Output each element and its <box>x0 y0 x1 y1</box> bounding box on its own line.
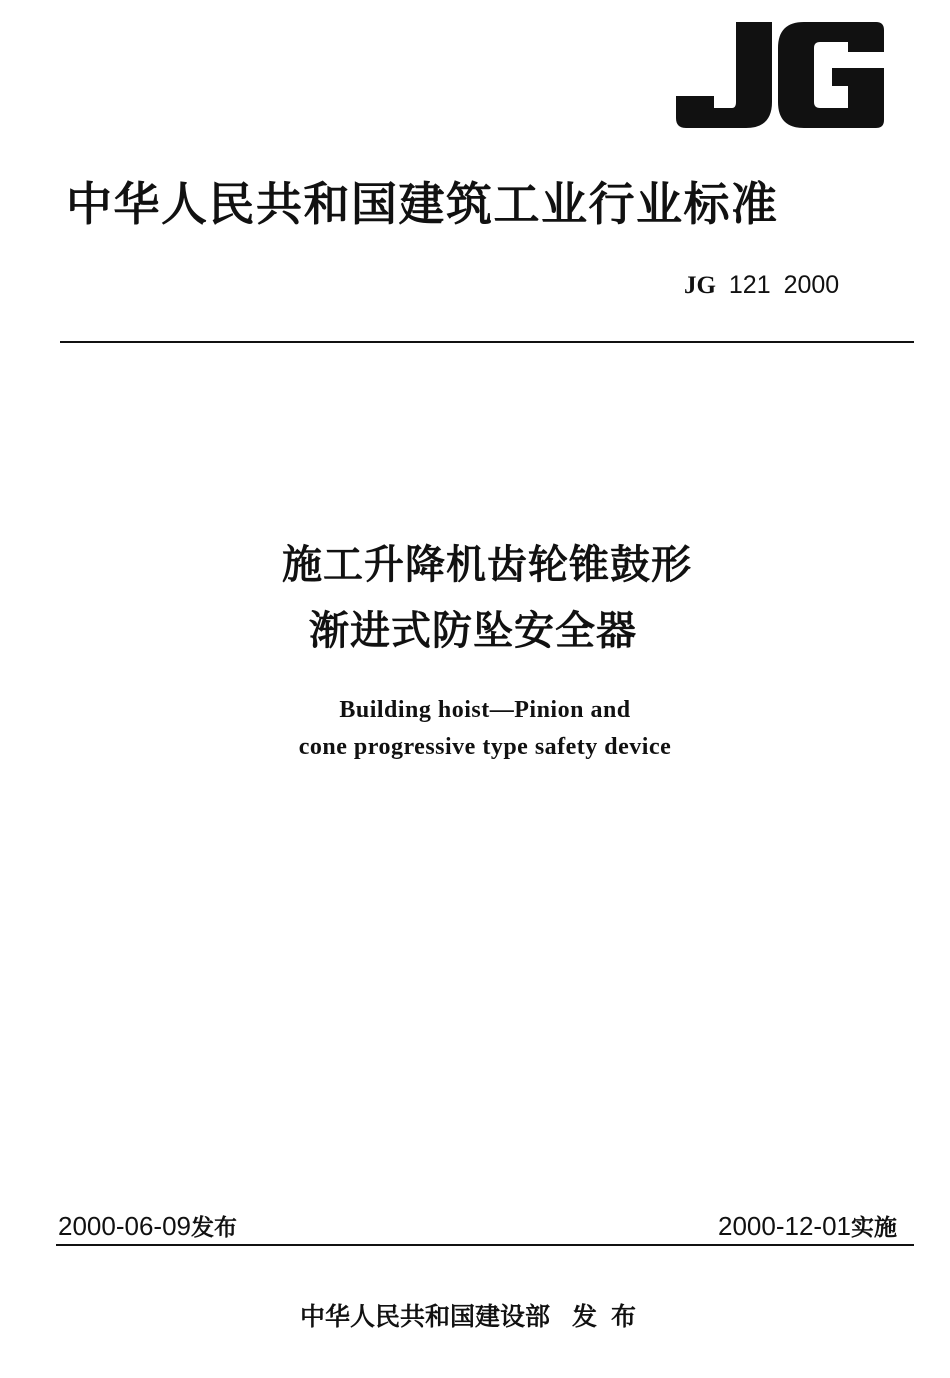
standard-year: 2000 <box>783 271 840 299</box>
footer-divider <box>56 1244 914 1246</box>
jg-logo-mark <box>676 22 884 130</box>
jg-logo <box>676 22 884 130</box>
issue-date-label: 发布 <box>191 1215 237 1241</box>
title-english-line2: cone progressive type safety device <box>298 734 672 760</box>
implementation-date-label: 实施 <box>851 1215 897 1241</box>
standard-number-value: 121 <box>728 271 771 299</box>
issuer-action: 发布 <box>572 1302 651 1331</box>
issuing-authority <box>300 1300 650 1334</box>
issuer-name: 中华人民共和国建设部 <box>300 1302 551 1331</box>
standard-code: JG <box>684 272 716 299</box>
issue-date <box>58 1210 237 1244</box>
title-chinese-line2: 渐进式防坠安全器 <box>309 608 637 654</box>
standard-category: 中华人民共和国建筑工业行业标准 <box>66 177 779 231</box>
title-english-line1: Building hoist—Pinion and <box>339 697 631 723</box>
title-chinese-line1: 施工升降机齿轮锥鼓形 <box>282 542 692 588</box>
issue-date-value: 2000-06-09 <box>58 1211 191 1241</box>
header-divider <box>60 341 914 343</box>
implementation-date-value: 2000-12-01 <box>718 1211 851 1241</box>
implementation-date <box>718 1210 897 1244</box>
standard-number <box>684 270 839 301</box>
